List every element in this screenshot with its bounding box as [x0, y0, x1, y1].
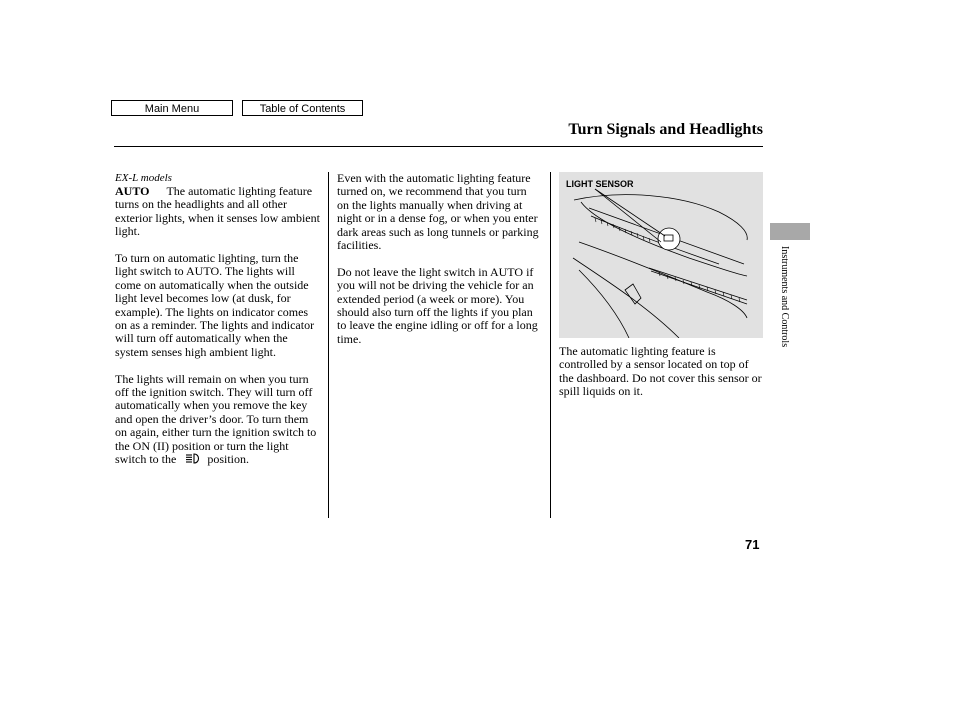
light-sensor-figure — [559, 172, 763, 338]
lights-remain-paragraph — [115, 373, 321, 467]
main-menu-button[interactable]: Main Menu — [111, 100, 233, 116]
headlight-icon — [185, 453, 201, 464]
figure-caption: The automatic lighting feature is controlled by a sensor located on top of the dashboard. Do not cover this sensor or spill liquids on it. — [559, 344, 762, 399]
lights-remain-text: The lights will remain on when you turn off the ignition switch. They will turn off automatically when you remove the key and open the driver’s door. To turn them on again, either turn the ignition switch to the ON (II) position or turn the light switch to the — [115, 371, 317, 467]
lights-remain-text-end: position. — [207, 452, 249, 467]
page-number: 71 — [745, 537, 760, 552]
auto-text: The automatic lighting feature turns on the headlights and all other exterior lights, when it senses low ambient light. — [115, 184, 320, 239]
auto-paragraph — [115, 185, 321, 239]
section-tab-marker — [770, 223, 810, 240]
warning-paragraph: Do not leave the light switch in AUTO if you will not be driving the vehicle for an extended period (a week or more). You should also turn off the lights if you plan to leave the engine idling or off for a long time. — [337, 264, 538, 346]
auto-label: AUTO — [115, 184, 150, 198]
column-2 — [337, 172, 541, 360]
sensor-highlight — [658, 228, 680, 250]
auto-instructions-paragraph: To turn on automatic lighting, turn the light switch to AUTO. The lights will come on automatically when the outside light level becomes low (at dusk, for example). The lights on indicator comes on as a reminder. The lights and indicator will turn off automatically when the system senses high ambient light. — [115, 251, 315, 359]
dashboard-illustration — [559, 172, 763, 338]
header-rule — [114, 146, 763, 147]
column-1 — [115, 172, 321, 480]
page-title: Turn Signals and Headlights — [568, 121, 763, 138]
section-tab-label: Instruments and Controls — [779, 246, 790, 348]
figure-label: LIGHT SENSOR — [566, 179, 634, 189]
column-3 — [559, 345, 763, 412]
table-of-contents-button[interactable]: Table of Contents — [242, 100, 363, 116]
recommendation-paragraph: Even with the automatic lighting feature turned on, we recommend that you turn on the lights manually when driving at night or in a dense fog, or when you enter dark areas such as long tunnels or parking facilities. — [337, 171, 539, 253]
model-note: EX-L models — [115, 172, 172, 184]
column-divider-2 — [550, 172, 551, 518]
column-divider-1 — [328, 172, 329, 518]
sensor-leader-line-2 — [595, 189, 661, 242]
